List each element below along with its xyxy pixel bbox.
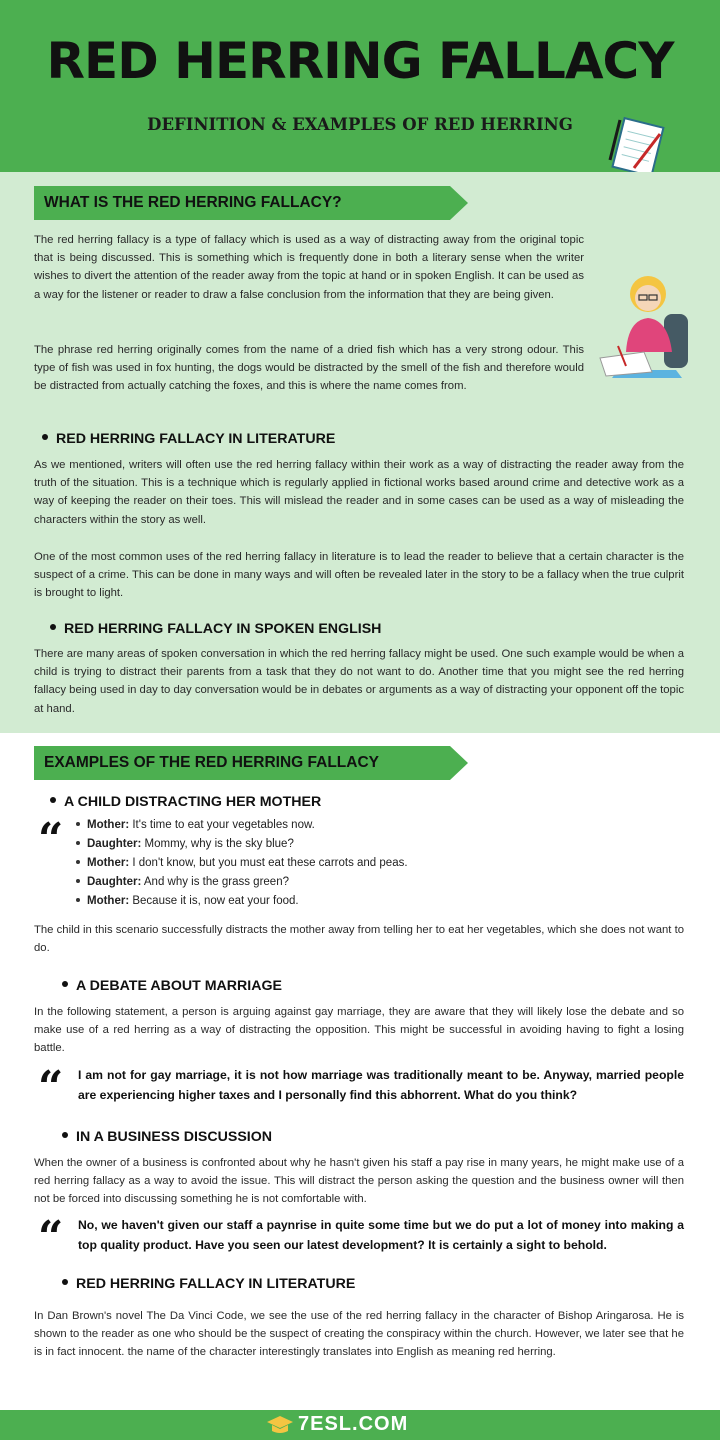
dialog-line: Mother: It's time to eat your vegetables now. xyxy=(76,816,408,835)
origin-paragraph: The phrase red herring originally comes from the name of a dried fish which has a very strong odour. This type of fish was used in fox hunting, the dogs would be distracted by the smell of the fish and therefore would be distracted from actually catching the foxes, and this is where the name comes from. xyxy=(34,344,584,393)
what-is-heading: WHAT IS THE RED HERRING FALLACY? xyxy=(44,194,342,211)
literature-paragraph-1: As we mentioned, writers will often use the red herring fallacy within their work as a way of distracting the reader away from the truth of the situation. This is a technique which is regularly applied in fictional works based around crime and detective work as a way of keeping the reader on their toes. This will mislead the reader and in some cases can be used as a way of misleading the characters within the story as well. xyxy=(34,459,684,526)
page-subtitle: DEFINITION & EXAMPLES OF RED HERRING xyxy=(147,115,573,134)
definition-paragraph: The red herring fallacy is a type of fallacy which is used as a way of distracting away from the original topic that is being discussed. This is something which is frequently done in both a literary sense when the writer wishes to divert the attention of the reader away from the topic at hand or in spoken English. It can be used as a way for the listener or reader to draw a false conclusion from the information that they are being given. xyxy=(34,234,584,301)
site-logo xyxy=(266,1413,456,1437)
dialog-line: Mother: I don't know, but you must eat these carrots and peas. xyxy=(76,854,408,873)
example-2-paragraph: In the following statement, a person is arguing against gay marriage, they are aware that they will likely lose the debate and so make use of a red herring as a way of distracting the opposition. This might be successful in avoiding having to fight a losing battle. xyxy=(34,1006,684,1055)
bullet-icon xyxy=(62,981,68,987)
example-2-quote: I am not for gay marriage, it is not how marriage was traditionally meant to be. Anyway, married people are experiencing higher taxes and I personally find this abhorrent. What do you think? xyxy=(78,1068,684,1102)
dialog-list xyxy=(76,816,408,911)
bullet-icon xyxy=(50,624,56,630)
spoken-english-paragraph: There are many areas of spoken conversation in which the red herring fallacy might be used. One such example would be when a child is trying to distract their parents from a task that they do not want to do. Another time that you might see the red herring fallacy being used in day to day conversation would be in debates or arguments as a way of distracting your opponent off the topic at hand. xyxy=(34,648,684,715)
bullet-icon xyxy=(62,1279,68,1285)
footer xyxy=(0,1410,720,1440)
quote-icon: “ xyxy=(38,814,64,865)
example-3-heading: IN A BUSINESS DISCUSSION xyxy=(62,1129,272,1145)
literature-heading: RED HERRING FALLACY IN LITERATURE xyxy=(42,431,335,447)
bullet-icon xyxy=(42,434,48,440)
spoken-english-heading: RED HERRING FALLACY IN SPOKEN ENGLISH xyxy=(50,621,381,637)
what-is-banner xyxy=(34,186,468,220)
example-3-quote: No, we haven't given our staff a paynrise in quite some time but we do put a lot of money into making a top quality product. Have you seen our latest development? It is certainly a sight to behold. xyxy=(78,1218,684,1252)
dialog-line: Daughter: And why is the grass green? xyxy=(76,873,408,892)
quote-icon: “ xyxy=(38,1212,64,1263)
example-2-heading: A DEBATE ABOUT MARRIAGE xyxy=(62,978,282,994)
example-1-paragraph: The child in this scenario successfully distracts the mother away from telling her to eat her vegetables, which she does not want to do. xyxy=(34,924,684,955)
examples-banner xyxy=(34,746,468,780)
bullet-icon xyxy=(50,797,56,803)
dialog-line: Daughter: Mommy, why is the sky blue? xyxy=(76,835,408,854)
bullet-icon xyxy=(62,1132,68,1138)
header xyxy=(0,0,720,172)
literature-paragraph-2: One of the most common uses of the red herring fallacy in literature is to lead the reader to believe that a certain character is the suspect of a crime. This can be done in many ways and will often be revealed later in the story to be a fallacy when the true culprit is brought to light. xyxy=(34,551,684,600)
example-4-paragraph: In Dan Brown's novel The Da Vinci Code, we see the use of the red herring fallacy in the character of Bishop Aringarosa. He is shown to the reader as one who should be the suspect of creating the conspiracy within the church. However, we later see that he is in fact innocent. the name of the character interestingly translates into English as meaning red herring. xyxy=(34,1310,684,1359)
examples-heading: EXAMPLES OF THE RED HERRING FALLACY xyxy=(44,754,379,771)
logo-text: 7ESL.COM xyxy=(298,1413,409,1435)
example-4-heading: RED HERRING FALLACY IN LITERATURE xyxy=(62,1276,355,1292)
graduation-cap-icon xyxy=(266,1415,294,1435)
example-1-heading: A CHILD DISTRACTING HER MOTHER xyxy=(50,794,321,810)
quote-icon: “ xyxy=(38,1062,64,1113)
dialog-line: Mother: Because it is, now eat your food. xyxy=(76,892,408,911)
notebook-pencil-icon xyxy=(604,116,670,178)
example-3-paragraph: When the owner of a business is confronted about why he hasn't given his staff a pay rise in many years, he might make use of a red herring fallacy as a way to avoid the issue. This will distract the person asking the question and the business owner will then not be forced into discussing something he is not comfortable with. xyxy=(34,1157,684,1206)
page-title: RED HERRING FALLACY xyxy=(46,32,674,90)
teacher-illustration xyxy=(596,272,696,384)
